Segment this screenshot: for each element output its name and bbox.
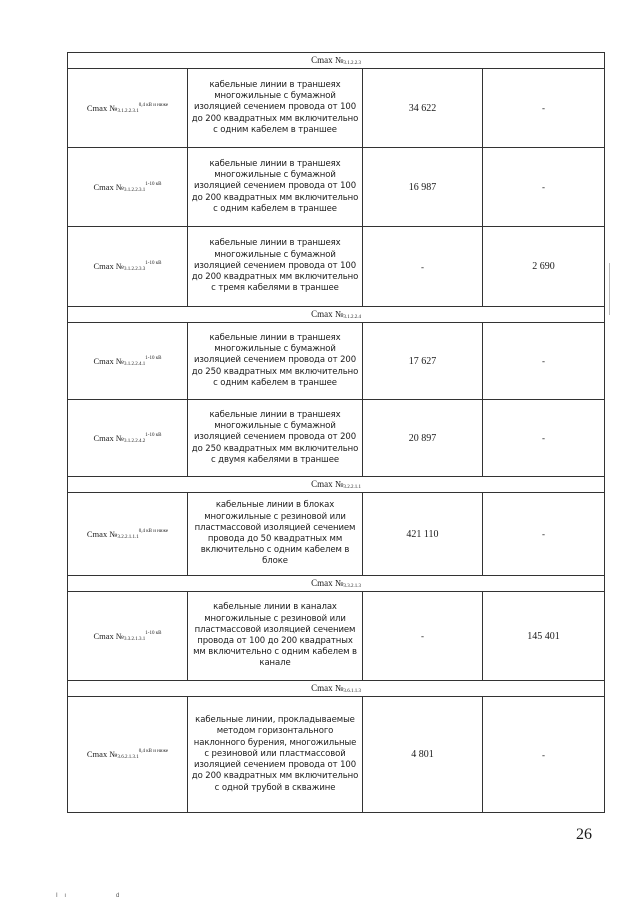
voltage-level: 1-10 кВ	[145, 181, 162, 187]
group-header-row	[68, 477, 605, 493]
rate-code-cell	[68, 400, 188, 477]
rate-value-b: 2 690	[483, 227, 605, 307]
rate-code-number: 3.1.2.2.3.1	[117, 108, 139, 114]
rate-code-number: 3.6.2.1.3.1	[117, 755, 139, 760]
cable-description: кабельные линии, прокладываемые методом горизонтального наклонного бурения, многожильные с резиновой или пластмассовой изоляцией сечением провода от 100 до 200 квадратных мм включительно с одной трубой в скважине	[188, 697, 363, 813]
footer-marks: I ı d	[56, 893, 120, 899]
voltage-level: 0,4 кВ и ниже	[138, 749, 169, 754]
rate-value-b: -	[483, 148, 605, 227]
rate-value-a: 421 110	[363, 493, 483, 576]
table-row	[68, 69, 605, 148]
rate-value-b: -	[483, 69, 605, 148]
table-row	[68, 400, 605, 477]
rate-code-label: Cmax №	[93, 261, 125, 271]
rate-value-b: -	[483, 697, 605, 813]
group-code-label: Cmax №	[311, 578, 344, 588]
group-code-label: Cmax №	[311, 55, 344, 65]
rate-code-cell	[68, 697, 188, 813]
rate-code-label: Cmax №	[93, 630, 125, 641]
rate-code-cell	[68, 69, 188, 148]
cable-description: кабельные линии в блоках многожильные с резиновой или пластмассовой изоляцией сечением провода до 50 квадратных мм включительно с одним кабелем в блоке	[188, 493, 363, 576]
rate-value-b: -	[483, 323, 605, 400]
page-number: 26	[576, 826, 592, 843]
rate-code-label: Cmax №	[93, 181, 125, 192]
scan-edge-mark	[609, 263, 610, 315]
tariff-table	[67, 52, 605, 813]
rate-code-cell	[68, 493, 188, 576]
rate-code-cell	[68, 148, 188, 227]
cable-description: кабельные линии в траншеях многожильные с бумажной изоляцией сечением провода от 200 до 250 квадратных мм включительно с одним кабелем в траншее	[188, 323, 363, 400]
cable-description: кабельные линии в траншеях многожильные с бумажной изоляцией сечением провода от 100 до 200 квадратных мм включительно с одним кабелем в траншее	[188, 69, 363, 148]
group-code-number: 3.6.1.1.3	[343, 689, 361, 694]
voltage-level: 1-10 кВ	[145, 355, 162, 361]
voltage-level: 1-10 кВ	[145, 261, 162, 266]
group-code-number: 3.1.2.2.3	[343, 61, 361, 66]
voltage-level: 1-10 кВ	[145, 630, 162, 636]
group-header	[68, 477, 605, 493]
rate-value-a: 34 622	[363, 69, 483, 148]
voltage-level: 0,4 кВ и ниже	[138, 528, 169, 534]
voltage-level: 0,4 кВ и ниже	[138, 102, 169, 108]
rate-value-a: -	[363, 592, 483, 681]
rate-value-a: 17 627	[363, 323, 483, 400]
rate-value-a: 4 801	[363, 697, 483, 813]
rate-code-number: 3.3.2.1.3.1	[124, 636, 146, 642]
group-header	[68, 307, 605, 323]
group-code-label: Cmax №	[311, 683, 344, 693]
table-row	[68, 227, 605, 307]
cable-description: кабельные линии в траншеях многожильные с бумажной изоляцией сечением провода от 100 до 200 квадратных мм включительно с одним кабелем в траншее	[188, 148, 363, 227]
table-row	[68, 493, 605, 576]
table-row	[68, 148, 605, 227]
cable-description: кабельные линии в траншеях многожильные с бумажной изоляцией сечением провода от 100 до 200 квадратных мм включительно с тремя кабелями в траншее	[188, 227, 363, 307]
group-header-row	[68, 307, 605, 323]
table-row	[68, 697, 605, 813]
group-header	[68, 681, 605, 697]
rate-code-number: 3.2.2.1.1.1	[117, 534, 139, 540]
rate-code-label: Cmax №	[93, 432, 125, 443]
rate-code-cell	[68, 592, 188, 681]
group-code-number: 3.1.2.2.4	[343, 315, 361, 320]
rate-code-label: Cmax №	[93, 355, 125, 366]
group-header	[68, 576, 605, 592]
cable-description: кабельные линии в каналах многожильные с резиновой или пластмассовой изоляцией сечением провода от 100 до 200 квадратных мм включительно с одним кабелем в канале	[188, 592, 363, 681]
rate-code-cell	[68, 227, 188, 307]
rate-code-number: 3.1.2.2.4.1	[124, 361, 146, 367]
group-code-label: Cmax №	[311, 479, 344, 489]
rate-code-label: Cmax №	[86, 749, 118, 759]
rate-value-b: -	[483, 400, 605, 477]
group-header	[68, 53, 605, 69]
table-row	[68, 592, 605, 681]
rate-code-number: 3.1.2.2.4.2	[124, 438, 146, 444]
rate-code-number: 3.1.2.2.3.3	[124, 267, 146, 272]
rate-code-label: Cmax №	[86, 528, 118, 539]
table-row	[68, 323, 605, 400]
cable-description: кабельные линии в траншеях многожильные с бумажной изоляцией сечением провода от 200 до 250 квадратных мм включительно с двумя кабелями в траншее	[188, 400, 363, 477]
rate-code-label: Cmax №	[86, 102, 118, 113]
group-header-row	[68, 681, 605, 697]
rate-value-a: -	[363, 227, 483, 307]
voltage-level: 1-10 кВ	[145, 432, 162, 438]
group-header-row	[68, 53, 605, 69]
rate-value-a: 16 987	[363, 148, 483, 227]
group-code-number: 3.2.2.1.1	[343, 485, 361, 490]
rate-value-b: -	[483, 493, 605, 576]
group-header-row	[68, 576, 605, 592]
rate-value-b: 145 401	[483, 592, 605, 681]
table-body	[68, 53, 605, 813]
rate-code-cell	[68, 323, 188, 400]
group-code-number: 3.3.2.1.3	[343, 584, 361, 589]
group-code-label: Cmax №	[311, 309, 344, 319]
rate-code-number: 3.1.2.2.3.1	[124, 187, 146, 193]
rate-value-a: 20 897	[363, 400, 483, 477]
